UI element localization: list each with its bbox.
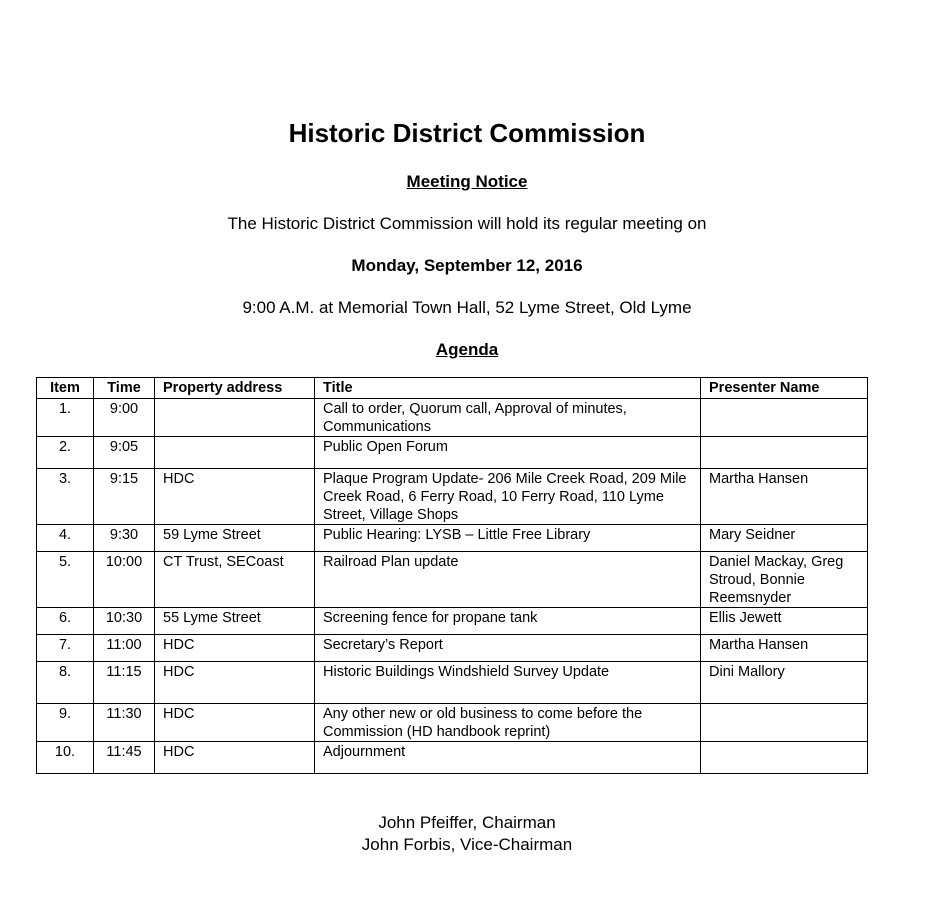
item-title: Railroad Plan update <box>315 552 701 608</box>
item-number: 7. <box>37 635 94 662</box>
table-row <box>37 437 868 469</box>
item-presenter: Ellis Jewett <box>701 608 868 635</box>
agenda-heading: Agenda <box>435 340 499 359</box>
item-time: 11:45 <box>94 742 155 774</box>
item-number: 4. <box>37 525 94 552</box>
item-address: HDC <box>155 635 315 662</box>
item-number: 1. <box>37 399 94 437</box>
item-title: Any other new or old business to come before the Commission (HD handbook reprint) <box>315 704 701 742</box>
item-presenter <box>701 704 868 742</box>
item-number: 5. <box>37 552 94 608</box>
table-row <box>37 469 868 525</box>
item-time: 10:30 <box>94 608 155 635</box>
item-title: Call to order, Quorum call, Approval of minutes, Communications <box>315 399 701 437</box>
item-address <box>155 399 315 437</box>
table-row <box>37 635 868 662</box>
item-title: Secretary’s Report <box>315 635 701 662</box>
column-header-property-address: Property address <box>155 378 315 399</box>
item-number: 8. <box>37 662 94 704</box>
item-address <box>155 437 315 469</box>
vice-chairman-signature: John Forbis, Vice-Chairman <box>361 835 573 854</box>
item-time: 11:00 <box>94 635 155 662</box>
item-address: HDC <box>155 662 315 704</box>
item-time: 11:30 <box>94 704 155 742</box>
item-title: Public Hearing: LYSB – Little Free Library <box>315 525 701 552</box>
item-presenter: Dini Mallory <box>701 662 868 704</box>
table-row <box>37 399 868 437</box>
column-header-title: Title <box>315 378 701 399</box>
item-title: Screening fence for propane tank <box>315 608 701 635</box>
column-header-presenter: Presenter Name <box>701 378 868 399</box>
table-row <box>37 704 868 742</box>
item-time: 11:15 <box>94 662 155 704</box>
item-address: HDC <box>155 469 315 525</box>
item-number: 10. <box>37 742 94 774</box>
item-address: 55 Lyme Street <box>155 608 315 635</box>
item-number: 6. <box>37 608 94 635</box>
item-presenter <box>701 742 868 774</box>
item-number: 9. <box>37 704 94 742</box>
chairman-signature: John Pfeiffer, Chairman <box>378 813 556 832</box>
item-address: CT Trust, SECoast <box>155 552 315 608</box>
column-header-item: Item <box>37 378 94 399</box>
item-time: 9:30 <box>94 525 155 552</box>
table-row <box>37 525 868 552</box>
item-time: 9:15 <box>94 469 155 525</box>
item-title: Adjournment <box>315 742 701 774</box>
item-number: 3. <box>37 469 94 525</box>
column-header-time: Time <box>94 378 155 399</box>
item-title: Historic Buildings Windshield Survey Update <box>315 662 701 704</box>
table-row <box>37 742 868 774</box>
item-presenter: Martha Hansen <box>701 635 868 662</box>
signature-block <box>0 812 934 856</box>
meeting-intro-text: The Historic District Commission will hold its regular meeting on <box>227 214 707 233</box>
table-row <box>37 552 868 608</box>
table-row <box>37 662 868 704</box>
item-number: 2. <box>37 437 94 469</box>
item-time: 10:00 <box>94 552 155 608</box>
page-title: Historic District Commission <box>288 118 646 148</box>
agenda-table <box>36 377 868 774</box>
item-presenter <box>701 399 868 437</box>
item-title: Plaque Program Update- 206 Mile Creek Road, 209 Mile Creek Road, 6 Ferry Road, 10 Ferry Road, 110 Lyme Street, Village Shops <box>315 469 701 525</box>
item-presenter: Daniel Mackay, Greg Stroud, Bonnie Reemsnyder <box>701 552 868 608</box>
item-presenter: Martha Hansen <box>701 469 868 525</box>
meeting-date: Monday, September 12, 2016 <box>351 256 583 275</box>
item-time: 9:05 <box>94 437 155 469</box>
item-time: 9:00 <box>94 399 155 437</box>
item-presenter <box>701 437 868 469</box>
item-address: HDC <box>155 704 315 742</box>
table-row <box>37 608 868 635</box>
meeting-notice-heading: Meeting Notice <box>406 172 528 191</box>
item-presenter: Mary Seidner <box>701 525 868 552</box>
meeting-time-place: 9:00 A.M. at Memorial Town Hall, 52 Lyme Street, Old Lyme <box>242 298 692 317</box>
agenda-header-row <box>37 378 868 399</box>
item-address: 59 Lyme Street <box>155 525 315 552</box>
item-title: Public Open Forum <box>315 437 701 469</box>
item-address: HDC <box>155 742 315 774</box>
